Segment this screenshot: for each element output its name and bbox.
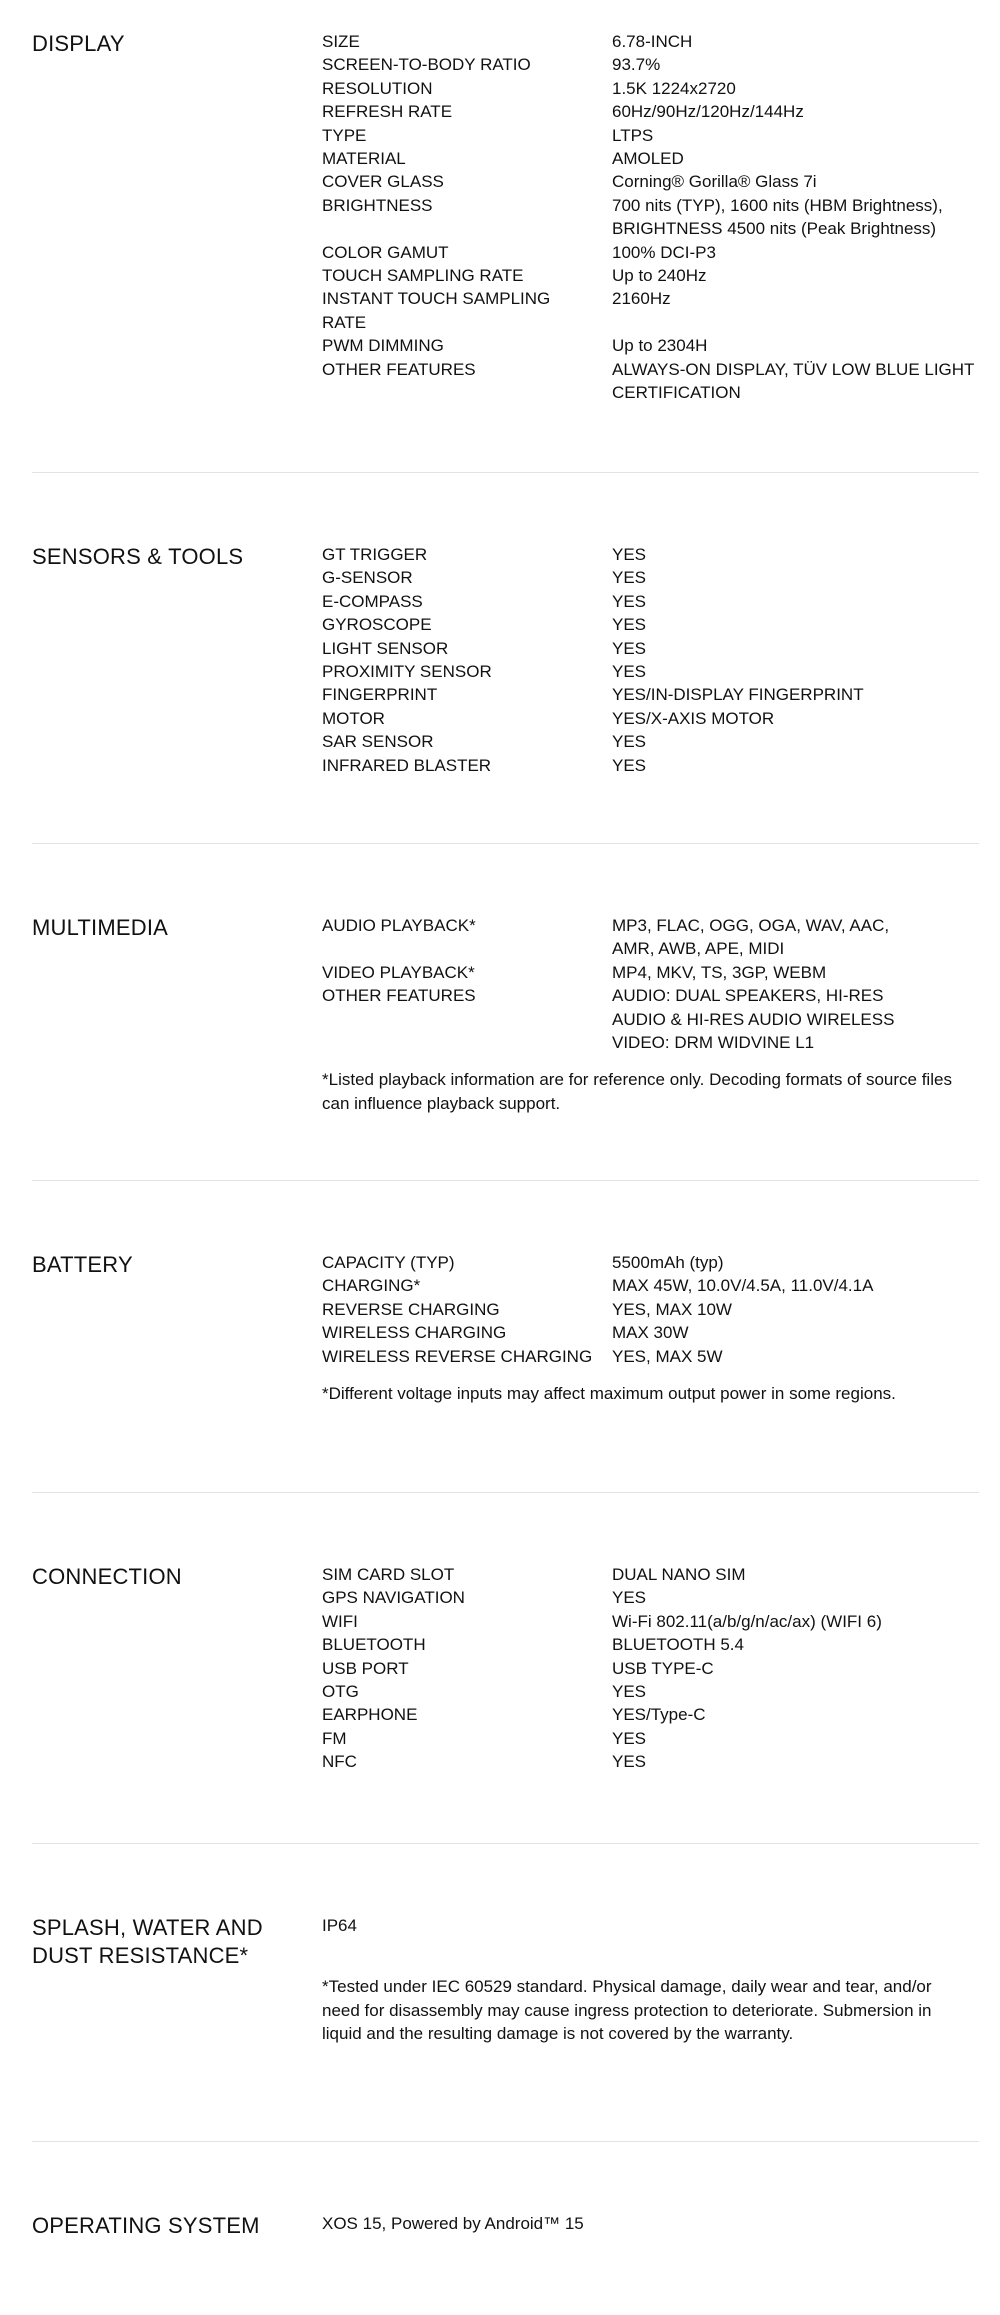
footnote: *Tested under IEC 60529 standard. Physical damage, daily wear and tear, and/or need for disassembly may cause ingress protection to deteriorate. Submersion in liquid and the resulting damage is not covered by the warranty. [322, 1977, 932, 2044]
spec-value: 1.5K 1224x2720 [612, 78, 736, 98]
spec-label: USB PORT [322, 1658, 409, 1678]
section-title: MULTIMEDIA [32, 915, 169, 940]
spec-row [322, 707, 987, 730]
spec-value: AMOLED [612, 149, 684, 169]
spec-label: SCREEN-TO-BODY RATIO [322, 55, 531, 75]
spec-value: YES [612, 568, 647, 588]
spec-value: 60Hz/90Hz/120Hz/144Hz [612, 102, 804, 122]
section-title: SENSORS & TOOLS [32, 544, 244, 569]
section-title: BATTERY [32, 1252, 133, 1277]
spec-row [322, 984, 987, 1054]
spec-label: CAPACITY (TYP) [322, 1253, 455, 1272]
spec-value: BLUETOOTH 5.4 [612, 1635, 744, 1655]
spec-value: 6.78-INCH [612, 32, 693, 51]
spec-value: YES/Type-C [612, 1705, 706, 1725]
spec-row [322, 914, 987, 961]
spec-value: YES [612, 1752, 647, 1772]
section-divider [32, 1492, 979, 1493]
spec-label: OTHER FEATURES [322, 359, 476, 379]
spec-label: FINGERPRINT [322, 685, 438, 705]
spec-row [322, 613, 987, 636]
spec-value: LTPS [612, 125, 654, 145]
spec-label: INFRARED BLASTER [322, 755, 492, 775]
spec-value: 93.7% [612, 55, 661, 75]
spec-value: 100% DCI-P3 [612, 242, 716, 262]
spec-label: WIFI [322, 1611, 358, 1631]
spec-row [322, 1586, 987, 1609]
spec-list [322, 1563, 987, 1774]
spec-label: BLUETOOTH [322, 1635, 426, 1655]
spec-label: COVER GLASS [322, 172, 444, 192]
spec-label: SIM CARD SLOT [322, 1565, 455, 1584]
spec-label: RESOLUTION [322, 78, 433, 98]
spec-label: MOTOR [322, 708, 385, 728]
spec-row [322, 147, 987, 170]
spec-label: GYROSCOPE [322, 615, 432, 635]
spec-value: YES [612, 1728, 647, 1748]
spec-value: AUDIO: DUAL SPEAKERS, HI-RES AUDIO & HI-RES AUDIO WIRELESS VIDEO: DRM WIDVINE L1 [612, 986, 895, 1053]
spec-row [322, 1727, 987, 1750]
spec-value: USB TYPE-C [612, 1658, 714, 1678]
spec-list [322, 914, 987, 1115]
spec-label: COLOR GAMUT [322, 242, 449, 262]
spec-row [322, 637, 987, 660]
spec-row [322, 1657, 987, 1680]
spec-label: TYPE [322, 125, 367, 145]
spec-row [322, 1298, 987, 1321]
spec-label: G-SENSOR [322, 568, 413, 588]
spec-list [322, 1914, 987, 2046]
spec-label: GPS NAVIGATION [322, 1588, 465, 1608]
section-divider [32, 2141, 979, 2142]
spec-row [322, 660, 987, 683]
spec-list [322, 543, 987, 777]
spec-value: MP3, FLAC, OGG, OGA, WAV, AAC, AMR, AWB, APE, MIDI [612, 916, 890, 959]
section-title: CONNECTION [32, 1564, 182, 1589]
spec-value: YES/IN-DISPLAY FINGERPRINT [612, 685, 864, 705]
spec-row [322, 241, 987, 264]
spec-value: YES/X-AXIS MOTOR [612, 708, 775, 728]
spec-row [322, 1703, 987, 1726]
spec-row [322, 683, 987, 706]
spec-list [322, 1251, 987, 1405]
spec-value: YES [612, 615, 647, 635]
spec-value: YES [612, 755, 647, 775]
spec-label: EARPHONE [322, 1705, 418, 1725]
spec-label: INSTANT TOUCH SAMPLING RATE [322, 289, 551, 332]
spec-label: FM [322, 1728, 347, 1748]
spec-row [322, 358, 987, 405]
spec-list [322, 2212, 987, 2235]
spec-label: BRIGHTNESS [322, 195, 433, 215]
spec-label: NFC [322, 1752, 357, 1772]
spec-label: CHARGING* [322, 1276, 421, 1296]
section-title: SPLASH, WATER AND DUST RESISTANCE* [32, 1915, 263, 1968]
section-divider [32, 472, 979, 473]
spec-row [322, 30, 987, 53]
spec-row [322, 53, 987, 76]
spec-row [322, 1251, 987, 1274]
spec-label: PWM DIMMING [322, 336, 444, 356]
spec-value: IP64 [322, 1916, 357, 1935]
spec-row [322, 124, 987, 147]
spec-value: XOS 15, Powered by Android™ 15 [322, 2214, 584, 2233]
spec-label: SAR SENSOR [322, 732, 434, 752]
spec-value: MAX 45W, 10.0V/4.5A, 11.0V/4.1A [612, 1276, 874, 1296]
spec-value: 700 nits (TYP), 1600 nits (HBM Brightness), BRIGHTNESS 4500 nits (Peak Brightness) [612, 195, 943, 239]
spec-value: YES [612, 662, 647, 682]
spec-label: PROXIMITY SENSOR [322, 662, 492, 682]
spec-value: YES [612, 1682, 647, 1702]
spec-value: DUAL NANO SIM [612, 1565, 746, 1584]
spec-label: TOUCH SAMPLING RATE [322, 266, 524, 286]
spec-row [322, 1274, 987, 1297]
spec-row [322, 170, 987, 193]
section-divider [32, 1843, 979, 1844]
section-title: DISPLAY [32, 31, 125, 56]
spec-row [322, 590, 987, 613]
spec-row [322, 1610, 987, 1633]
spec-row [322, 730, 987, 753]
spec-value: YES [612, 1588, 647, 1608]
spec-row [322, 1563, 987, 1586]
spec-label: WIRELESS CHARGING [322, 1323, 507, 1343]
spec-value: MP4, MKV, TS, 3GP, WEBM [612, 962, 827, 982]
spec-label: WIRELESS REVERSE CHARGING [322, 1346, 593, 1366]
spec-value: YES [612, 545, 647, 564]
spec-label: REVERSE CHARGING [322, 1299, 500, 1319]
spec-label: OTG [322, 1682, 359, 1702]
spec-value: ALWAYS-ON DISPLAY, TÜV LOW BLUE LIGHT CERTIFICATION [612, 359, 975, 403]
footnote: *Listed playback information are for reference only. Decoding formats of source files can influence playback support. [322, 1070, 952, 1113]
spec-list [322, 30, 987, 405]
spec-value: Wi-Fi 802.11(a/b/g/n/ac/ax) (WIFI 6) [612, 1611, 882, 1631]
section-title: OPERATING SYSTEM [32, 2213, 260, 2238]
spec-value: MAX 30W [612, 1323, 689, 1343]
spec-row [322, 1750, 987, 1773]
spec-value: 2160Hz [612, 289, 671, 309]
footnote: *Different voltage inputs may affect maximum output power in some regions. [322, 1384, 896, 1404]
spec-label: LIGHT SENSOR [322, 638, 449, 658]
spec-row [322, 543, 987, 566]
spec-label: AUDIO PLAYBACK* [322, 916, 476, 935]
spec-label: OTHER FEATURES [322, 986, 476, 1006]
spec-label: E-COMPASS [322, 591, 423, 611]
spec-label: REFRESH RATE [322, 102, 453, 122]
spec-row [322, 1633, 987, 1656]
section-divider [32, 1180, 979, 1181]
spec-row [322, 77, 987, 100]
spec-value: YES [612, 638, 647, 658]
spec-row [322, 1345, 987, 1368]
spec-value: YES, MAX 10W [612, 1299, 732, 1319]
spec-value: 5500mAh (typ) [612, 1253, 724, 1272]
spec-row [322, 566, 987, 589]
spec-row [322, 194, 987, 241]
spec-value: Corning® Gorilla® Glass 7i [612, 172, 817, 192]
section-divider [32, 843, 979, 844]
spec-row [322, 100, 987, 123]
spec-value: YES [612, 591, 647, 611]
spec-label: SIZE [322, 32, 360, 51]
spec-row [322, 287, 987, 334]
spec-label: MATERIAL [322, 149, 406, 169]
spec-row [322, 1680, 987, 1703]
spec-value: YES, MAX 5W [612, 1346, 723, 1366]
spec-value: Up to 240Hz [612, 266, 707, 286]
spec-value: YES [612, 732, 647, 752]
spec-value: Up to 2304H [612, 336, 708, 356]
spec-row [322, 334, 987, 357]
spec-row [322, 1321, 987, 1344]
spec-label: GT TRIGGER [322, 545, 428, 564]
spec-row [322, 754, 987, 777]
spec-label: VIDEO PLAYBACK* [322, 962, 475, 982]
spec-row [322, 264, 987, 287]
spec-row [322, 961, 987, 984]
